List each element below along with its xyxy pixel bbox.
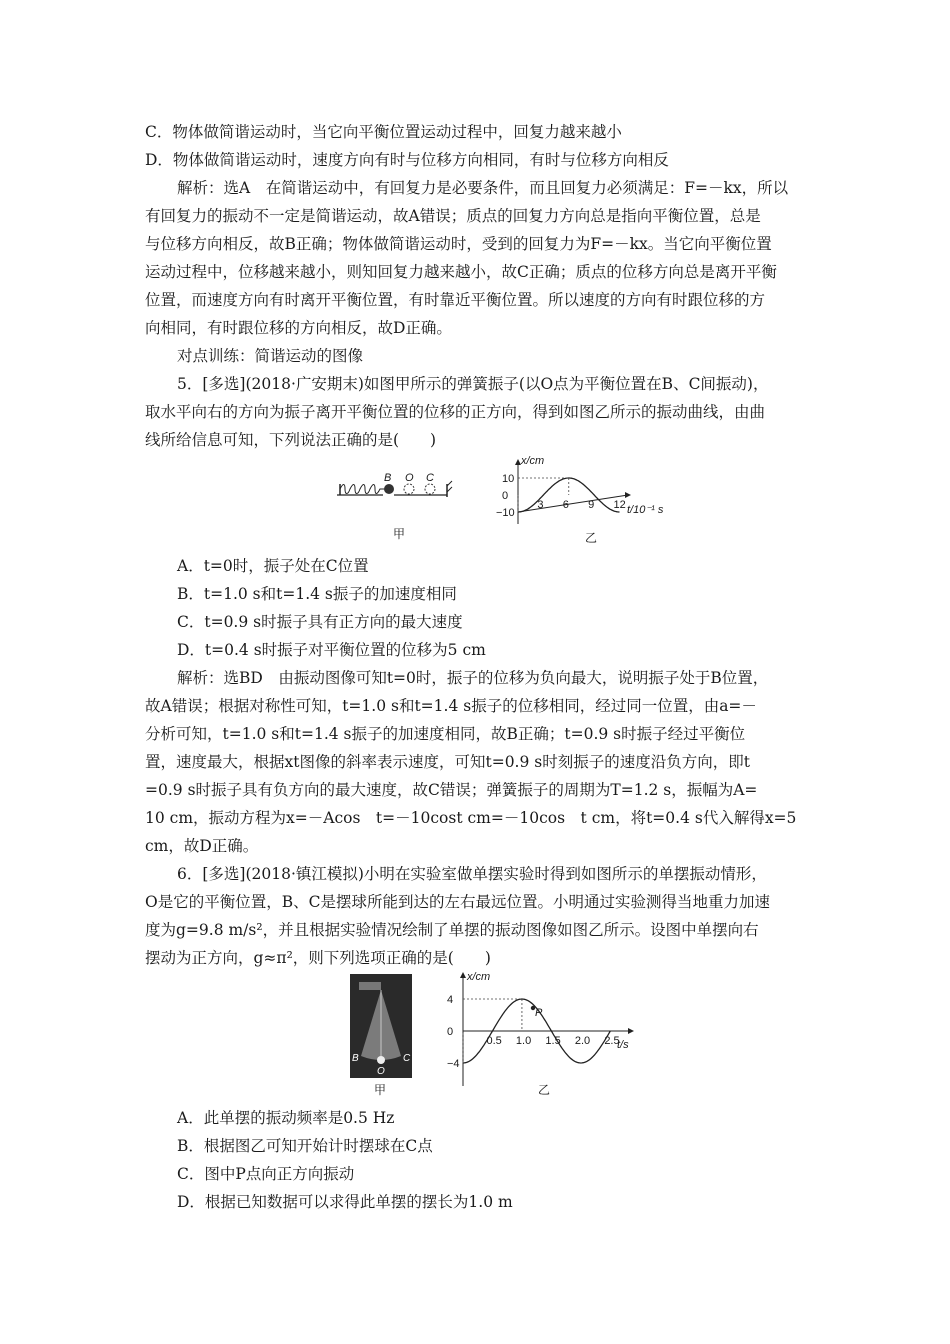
- caption-jia-2: 甲: [374, 1083, 387, 1097]
- chart-2: [447, 971, 634, 1097]
- caption-yi-2: 乙: [538, 1083, 551, 1097]
- x-tick-label: 12: [613, 499, 626, 511]
- photo-clamp: [359, 982, 381, 990]
- x-tick-label: 1.5: [545, 1035, 561, 1047]
- text-line: 度为g=9.8 m/s²，并且根据实验情况绘制了单摆的振动图像如图乙所示。设图中单摆向右: [145, 921, 759, 939]
- x-axis-label-2: t/s: [617, 1039, 629, 1051]
- y-tick-label: 10: [502, 473, 515, 485]
- figure-q5-svg: [335, 450, 664, 550]
- option-a-q6: A．此单摆的振动频率是0.5 Hz: [177, 1109, 395, 1127]
- option-c-q6: C．图中P点向正方向振动: [177, 1165, 355, 1183]
- y-tick-label: 0: [502, 490, 509, 502]
- option-b-q5: B．t=1.0 s和t=1.4 s振子的加速度相同: [177, 585, 457, 603]
- text-line: 故A错误；根据对称性可知，t=1.0 s和t=1.4 s振子的位移相同，经过同一位置，由a=－: [145, 697, 757, 715]
- label-b: B: [384, 472, 392, 484]
- x-axis-arrow-2: [628, 1028, 634, 1034]
- text-line: 与位移方向相反，故B正确；物体做简谐运动时，受到的回复力为F=－kx。当它向平衡位置: [145, 235, 772, 253]
- text-line: 置，速度最大，根据xt图像的斜率表示速度，可知t=0.9 s时刻振子的速度沿负方向，即t: [145, 753, 750, 771]
- point-p: [531, 1006, 535, 1010]
- text-line: 分析可知，t=1.0 s和t=1.4 s振子的加速度相同，故B正确；t=0.9 s时振子经过平衡位: [145, 725, 746, 743]
- x-axis-arrow-1: [625, 492, 631, 498]
- x-tick-label: 1.0: [515, 1035, 532, 1047]
- question-6-stem: 6．[多选](2018·镇江模拟)小明在实验室做单摆实验时得到如图所示的单摆振动情形，: [177, 865, 767, 883]
- y-tick-label: −10: [496, 507, 515, 519]
- text-line: 解析：选BD 由振动图像可知t=0时，振子的位移为负向最大，说明振子处于B位置，: [177, 669, 769, 687]
- photo-label-b: B: [352, 1053, 359, 1064]
- option-c-q5: C．t=0.9 s时振子具有正方向的最大速度: [177, 613, 463, 631]
- y-axis-label-2: x/cm: [467, 971, 491, 983]
- question-5-stem: 5．[多选](2018·广安期末)如图甲所示的弹簧振子(以O点为平衡位置在B、C间振动)，: [177, 375, 769, 393]
- x-tick-label: 9: [588, 499, 595, 511]
- caption-jia-1: 甲: [393, 527, 406, 541]
- text-line: 有回复力的振动不一定是简谐运动，故A错误；质点的回复力方向总是指向平衡位置，总是: [145, 207, 761, 225]
- text-line: 向相同，有时跟位移的方向相反，故D正确。: [145, 319, 452, 337]
- position-c-marker: [425, 484, 435, 494]
- wall-hatch: [447, 481, 452, 486]
- text-line: 线所给信息可知，下列说法正确的是( ): [145, 431, 437, 449]
- x-tick-label: 6: [562, 499, 569, 511]
- x-tick-label: 2.0: [574, 1035, 591, 1047]
- label-c: C: [426, 472, 434, 484]
- text-line: O是它的平衡位置，B、C是摆球所能到达的左右最远位置。小明通过实验测得当地重力加速: [145, 893, 770, 911]
- text-line: 运动过程中，位移越来越小，则知回复力越来越小，故C正确；质点的位移方向总是离开平衡: [145, 263, 777, 281]
- section-heading: 对点训练：简谐运动的图像: [177, 347, 364, 365]
- caption-yi-1: 乙: [585, 531, 598, 545]
- point-p-label: P: [535, 1007, 543, 1019]
- x-tick-label: 3: [537, 499, 544, 511]
- y-tick-label: −4: [447, 1058, 460, 1070]
- figure-q6: [345, 968, 665, 1103]
- option-d-q6: D．根据已知数据可以求得此单摆的摆长为1.0 m: [177, 1193, 513, 1211]
- x-tick-label: 0.5: [486, 1035, 502, 1047]
- y-axis-arrow-2: [460, 972, 466, 978]
- chart-1: [496, 455, 664, 545]
- text-line: =0.9 s时振子具有负方向的最大速度，故C错误；弹簧振子的周期为T=1.2 s，振幅为A=: [145, 781, 758, 799]
- oscillator-ball: [384, 484, 394, 494]
- text-line: 取水平向右的方向为振子离开平衡位置的位移的正方向，得到如图乙所示的振动曲线，由曲: [145, 403, 766, 421]
- text-line: C．物体做简谐运动时，当它向平衡位置运动过程中，回复力越来越小: [145, 123, 622, 141]
- label-o: O: [405, 472, 414, 484]
- text-line: 解析：选A 在简谐运动中，有回复力是必要条件，而且回复力必须满足：F=－kx，所以: [177, 179, 789, 197]
- option-a-q5: A．t=0时，振子处在C位置: [177, 557, 369, 575]
- option-b-q6: B．根据图乙可知开始计时摆球在C点: [177, 1137, 433, 1155]
- x-tick-label: 2.5: [604, 1035, 620, 1047]
- text-line: 10 cm，振动方程为x=－Acos t=－10cost cm=－10cos t cm，将t=0.4 s代入解得x=5: [145, 809, 797, 827]
- pendulum-bob: [377, 1056, 385, 1064]
- y-axis-label-1: x/cm: [521, 455, 545, 467]
- text-line: cm，故D正确。: [145, 837, 259, 855]
- option-d-q5: D．t=0.4 s时振子对平衡位置的位移为5 cm: [177, 641, 486, 659]
- figure-q5: [335, 450, 664, 550]
- y-tick-label: 0: [447, 1026, 454, 1038]
- text-line: D．物体做简谐运动时，速度方向有时与位移方向相同，有时与位移方向相反: [145, 151, 669, 169]
- position-o-marker: [404, 484, 414, 494]
- photo-label-c: C: [403, 1053, 411, 1064]
- y-tick-label: 4: [447, 994, 454, 1006]
- text-line: 摆动为正方向，g≈π²，则下列选项正确的是( ): [145, 949, 491, 967]
- x-axis-label-1: t/10⁻¹ s: [627, 504, 664, 516]
- photo-label-o: O: [377, 1066, 385, 1077]
- text-line: 位置，而速度方向有时离开平衡位置，有时靠近平衡位置。所以速度的方向有时跟位移的方: [145, 291, 766, 309]
- figure-q6-svg: [345, 968, 665, 1103]
